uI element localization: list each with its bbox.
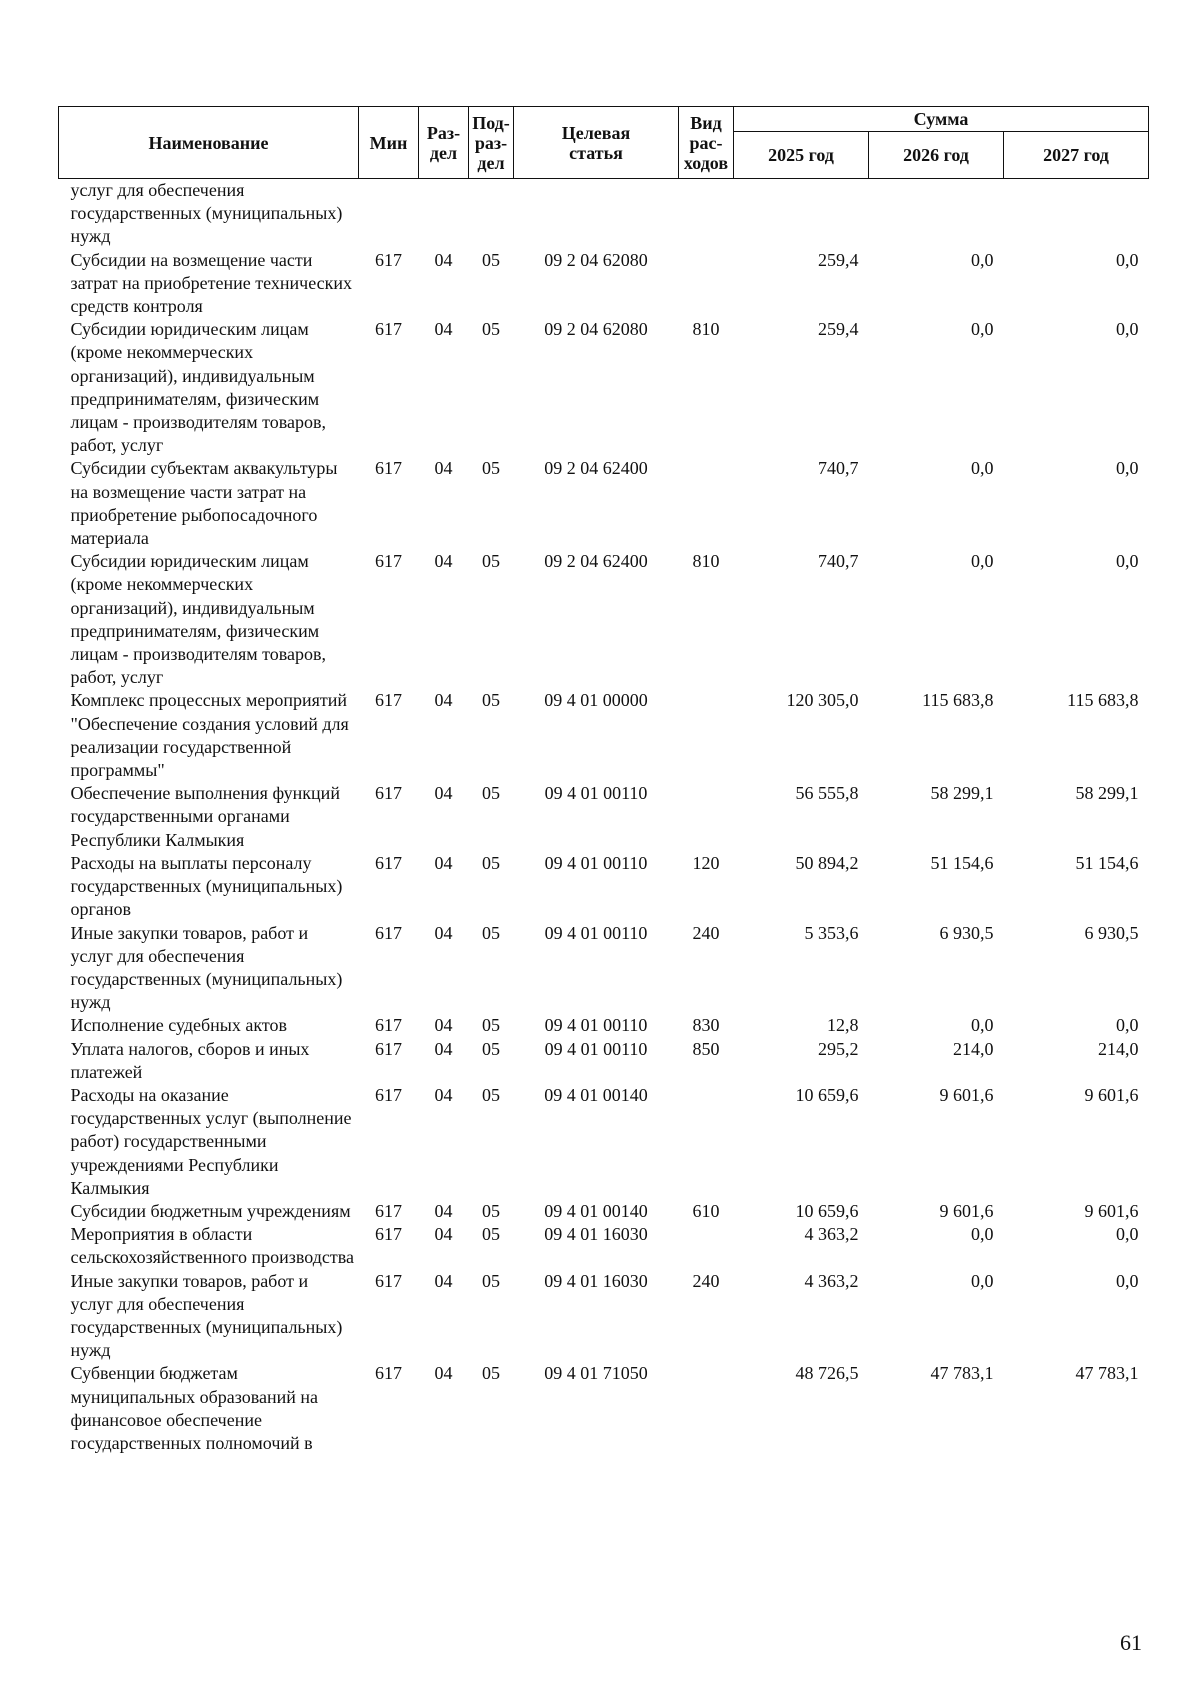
cell-razdel: 04 <box>434 551 453 572</box>
cell-razdel: 04 <box>434 690 453 711</box>
cell-y2026: 0,0 <box>971 551 994 572</box>
cell-y2027: 0,0 <box>1116 319 1139 340</box>
cell-vid <box>679 1223 734 1269</box>
cell-name: Комплекс процессных мероприятий "Обеспечение создания условий для реализации государственной программы" <box>70 690 349 781</box>
cell-y2026: 0,0 <box>971 1224 994 1245</box>
cell-min: 617 <box>375 1363 402 1384</box>
cell-podrazdel: 05 <box>482 1270 500 1291</box>
cell-name: Иные закупки товаров, работ и услуг для обеспечения государственных (муниципальных) нужд <box>70 1270 343 1361</box>
cell-name: Расходы на выплаты персоналу государственных (муниципальных) органов <box>70 852 343 920</box>
cell-y2026: 6 930,5 <box>939 922 994 943</box>
cell-celevaya: 09 2 04 62080 <box>544 319 648 340</box>
cell-name: Субсидии бюджетным учреждениям <box>70 1200 351 1221</box>
cell-celevaya: 09 4 01 00110 <box>544 783 648 804</box>
cell-vid: 830 <box>692 1015 720 1036</box>
cell-y2026: 0,0 <box>971 1015 994 1036</box>
cell-razdel: 04 <box>434 458 453 479</box>
cell-y2027: 51 154,6 <box>1075 852 1139 873</box>
page-number: 61 <box>1120 1630 1142 1655</box>
header-year-2026: 2026 год <box>869 132 1004 179</box>
table-row <box>59 922 1149 1015</box>
cell-y2025: 740,7 <box>818 551 859 572</box>
cell-y2026: 0,0 <box>971 1270 994 1291</box>
cell-y2025: 12,8 <box>827 1015 859 1036</box>
table-row <box>59 1014 1149 1037</box>
table-row <box>59 1223 1149 1269</box>
cell-y2027: 214,0 <box>1098 1038 1139 1059</box>
cell-razdel: 04 <box>434 783 453 804</box>
header-name: Наименование <box>59 107 359 179</box>
table-row <box>59 782 1149 852</box>
cell-vid <box>679 782 734 852</box>
cell-name: Субвенции бюджетам муниципальных образований на финансовое обеспечение государственных полномочий в <box>70 1363 319 1453</box>
cell-name: Субсидии юридическим лицам (кроме некоммерческих организаций), индивидуальным предпринимателям, физическим лицам - производителям товаров, работ, услуг <box>70 551 327 688</box>
cell-celevaya: 09 4 01 00110 <box>544 1015 648 1036</box>
cell-name: Уплата налогов, сборов и иных платежей <box>70 1038 310 1082</box>
cell-y2026: 0,0 <box>971 249 994 270</box>
cell-y2026: 0,0 <box>971 319 994 340</box>
header-celevaya: Целевая статья <box>514 107 679 179</box>
cell-razdel: 04 <box>434 249 453 270</box>
table-row <box>59 550 1149 689</box>
cell-podrazdel <box>469 179 514 249</box>
cell-y2027: 9 601,6 <box>1084 1084 1139 1105</box>
cell-celevaya: 09 4 01 00110 <box>544 922 648 943</box>
cell-podrazdel: 05 <box>482 249 500 270</box>
cell-name: Расходы на оказание государственных услуг (выполнение работ) государственными учреждениями Республики Калмыкия <box>70 1084 352 1198</box>
table-body <box>59 179 1149 1456</box>
cell-vid <box>679 1084 734 1200</box>
cell-vid <box>679 249 734 319</box>
cell-vid: 610 <box>692 1200 720 1221</box>
cell-y2027: 9 601,6 <box>1084 1200 1139 1221</box>
cell-vid: 850 <box>692 1038 720 1059</box>
table-row <box>59 318 1149 457</box>
cell-razdel: 04 <box>434 922 453 943</box>
cell-y2025: 10 659,6 <box>795 1200 859 1221</box>
cell-name: услуг для обеспечения государственных (муниципальных) нужд <box>70 180 343 247</box>
cell-podrazdel: 05 <box>482 1224 500 1245</box>
cell-name: Исполнение судебных актов <box>70 1015 288 1036</box>
cell-razdel: 04 <box>434 1363 453 1384</box>
cell-y2027: 0,0 <box>1116 1270 1139 1291</box>
cell-razdel: 04 <box>434 1038 453 1059</box>
cell-razdel: 04 <box>434 1200 453 1221</box>
cell-celevaya: 09 2 04 62400 <box>544 458 648 479</box>
cell-y2027: 0,0 <box>1116 551 1139 572</box>
cell-y2027 <box>1004 179 1149 249</box>
cell-y2025: 259,4 <box>818 249 859 270</box>
cell-celevaya: 09 4 01 00110 <box>544 1038 648 1059</box>
cell-celevaya: 09 4 01 00140 <box>544 1084 648 1105</box>
cell-celevaya <box>514 179 679 249</box>
cell-y2027: 115 683,8 <box>1067 690 1139 711</box>
cell-celevaya: 09 4 01 16030 <box>544 1224 648 1245</box>
table-row <box>59 1038 1149 1084</box>
cell-podrazdel: 05 <box>482 1038 500 1059</box>
cell-vid: 810 <box>692 319 720 340</box>
cell-celevaya: 09 4 01 00110 <box>544 852 648 873</box>
cell-podrazdel: 05 <box>482 458 500 479</box>
cell-min <box>359 179 419 249</box>
cell-min: 617 <box>375 1038 402 1059</box>
cell-y2027: 0,0 <box>1116 458 1139 479</box>
cell-vid: 120 <box>692 852 720 873</box>
table-row <box>59 852 1149 922</box>
cell-y2025: 4 363,2 <box>804 1270 859 1291</box>
cell-y2025: 740,7 <box>818 458 859 479</box>
cell-y2025: 10 659,6 <box>795 1084 859 1105</box>
cell-celevaya: 09 2 04 62400 <box>544 551 648 572</box>
cell-celevaya: 09 4 01 00000 <box>544 690 648 711</box>
cell-razdel: 04 <box>434 1224 453 1245</box>
cell-razdel: 04 <box>434 1270 453 1291</box>
cell-y2027: 0,0 <box>1116 249 1139 270</box>
cell-min: 617 <box>375 922 402 943</box>
cell-celevaya: 09 4 01 00140 <box>544 1200 648 1221</box>
cell-min: 617 <box>375 690 402 711</box>
cell-celevaya: 09 2 04 62080 <box>544 249 648 270</box>
cell-min: 617 <box>375 783 402 804</box>
cell-podrazdel: 05 <box>482 922 500 943</box>
cell-y2026: 47 783,1 <box>930 1363 994 1384</box>
cell-razdel: 04 <box>434 1015 453 1036</box>
cell-name: Обеспечение выполнения функций государственными органами Республики Калмыкия <box>70 783 340 850</box>
cell-podrazdel: 05 <box>482 1084 500 1105</box>
cell-y2025: 50 894,2 <box>795 852 859 873</box>
budget-table <box>58 106 1149 1455</box>
cell-y2025: 5 353,6 <box>804 922 859 943</box>
cell-podrazdel: 05 <box>482 852 500 873</box>
cell-podrazdel: 05 <box>482 690 500 711</box>
cell-razdel: 04 <box>434 319 453 340</box>
table-row <box>59 1084 1149 1200</box>
cell-name: Субсидии субъектам аквакультуры на возмещение части затрат на приобретение рыбопосадочного материала <box>70 458 338 549</box>
table-row <box>59 689 1149 782</box>
table-row <box>59 249 1149 319</box>
cell-name: Субсидии юридическим лицам (кроме некоммерческих организаций), индивидуальным предпринимателям, физическим лицам - производителям товаров, работ, услуг <box>70 319 327 456</box>
cell-vid <box>679 689 734 782</box>
cell-min: 617 <box>375 1084 402 1105</box>
cell-name: Мероприятия в области сельскохозяйственного производства <box>70 1224 355 1268</box>
cell-razdel: 04 <box>434 852 453 873</box>
table-header <box>59 107 1149 179</box>
cell-min: 617 <box>375 1270 402 1291</box>
cell-y2025: 295,2 <box>818 1038 859 1059</box>
header-razdel: Раз- дел <box>419 107 469 179</box>
cell-y2026 <box>869 179 1004 249</box>
cell-y2025 <box>734 179 869 249</box>
cell-y2026: 51 154,6 <box>930 852 994 873</box>
cell-podrazdel: 05 <box>482 783 500 804</box>
cell-podrazdel: 05 <box>482 551 500 572</box>
cell-min: 617 <box>375 551 402 572</box>
cell-vid: 810 <box>692 551 720 572</box>
cell-podrazdel: 05 <box>482 1200 500 1221</box>
cell-y2027: 0,0 <box>1116 1224 1139 1245</box>
table-row <box>59 457 1149 550</box>
cell-vid <box>679 179 734 249</box>
table-row <box>59 1200 1149 1223</box>
cell-y2026: 0,0 <box>971 458 994 479</box>
cell-y2026: 9 601,6 <box>939 1084 994 1105</box>
header-year-2025: 2025 год <box>734 132 869 179</box>
cell-podrazdel: 05 <box>482 319 500 340</box>
cell-y2025: 48 726,5 <box>795 1363 859 1384</box>
cell-vid: 240 <box>692 922 720 943</box>
cell-min: 617 <box>375 1224 402 1245</box>
header-podrazdel: Под- раз- дел <box>469 107 514 179</box>
cell-celevaya: 09 4 01 71050 <box>544 1363 648 1384</box>
cell-y2025: 120 305,0 <box>786 690 859 711</box>
cell-vid: 240 <box>692 1270 720 1291</box>
cell-celevaya: 09 4 01 16030 <box>544 1270 648 1291</box>
table-row <box>59 1270 1149 1363</box>
cell-y2025: 56 555,8 <box>795 783 859 804</box>
cell-y2025: 4 363,2 <box>804 1224 859 1245</box>
cell-min: 617 <box>375 249 402 270</box>
cell-min: 617 <box>375 1200 402 1221</box>
cell-razdel: 04 <box>434 1084 453 1105</box>
cell-min: 617 <box>375 1015 402 1036</box>
cell-y2027: 58 299,1 <box>1075 783 1139 804</box>
header-summa: Сумма <box>734 107 1149 132</box>
cell-razdel <box>419 179 469 249</box>
cell-min: 617 <box>375 458 402 479</box>
header-vid: Вид рас- ходов <box>679 107 734 179</box>
header-min: Мин <box>359 107 419 179</box>
cell-y2026: 115 683,8 <box>922 690 994 711</box>
cell-y2027: 0,0 <box>1116 1015 1139 1036</box>
header-year-2027: 2027 год <box>1004 132 1149 179</box>
table-row <box>59 179 1149 249</box>
cell-y2027: 6 930,5 <box>1084 922 1139 943</box>
cell-y2025: 259,4 <box>818 319 859 340</box>
cell-vid <box>679 1362 734 1455</box>
cell-name: Субсидии на возмещение части затрат на приобретение технических средств контроля <box>70 249 352 317</box>
cell-vid <box>679 457 734 550</box>
cell-y2026: 58 299,1 <box>930 783 994 804</box>
cell-podrazdel: 05 <box>482 1363 500 1384</box>
cell-name: Иные закупки товаров, работ и услуг для обеспечения государственных (муниципальных) нужд <box>70 922 343 1013</box>
cell-y2027: 47 783,1 <box>1075 1363 1139 1384</box>
cell-min: 617 <box>375 852 402 873</box>
cell-y2026: 9 601,6 <box>939 1200 994 1221</box>
cell-podrazdel: 05 <box>482 1015 500 1036</box>
cell-min: 617 <box>375 319 402 340</box>
cell-y2026: 214,0 <box>953 1038 994 1059</box>
table-row <box>59 1362 1149 1455</box>
